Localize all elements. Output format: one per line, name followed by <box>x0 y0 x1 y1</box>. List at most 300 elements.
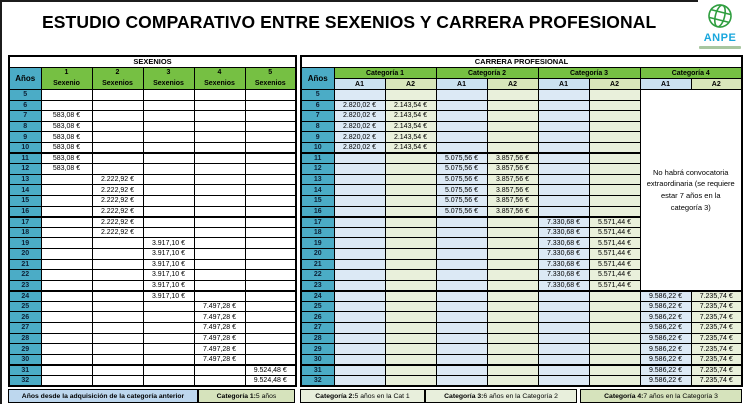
value-cell <box>92 291 143 302</box>
sexenios-row-10 <box>9 142 296 153</box>
value-cell <box>487 111 538 122</box>
value-cell <box>334 90 385 101</box>
value-cell <box>194 280 245 291</box>
year-cell: 21 <box>301 259 334 270</box>
value-cell <box>487 312 538 323</box>
value-cell: 3.857,56 € <box>487 206 538 217</box>
value-cell <box>334 185 385 196</box>
cat4-note-cell: No habrá convocatoria extraordinaria (se requiere estar 7 años en la categoría 3) <box>640 90 742 291</box>
value-cell <box>245 153 296 164</box>
value-cell <box>385 164 436 175</box>
value-cell: 2.222,92 € <box>92 206 143 217</box>
value-cell: 7.235,74 € <box>691 376 742 387</box>
year-cell: 31 <box>9 365 41 376</box>
value-cell <box>436 280 487 291</box>
value-cell <box>245 217 296 228</box>
value-cell <box>436 121 487 132</box>
year-cell: 7 <box>9 111 41 122</box>
year-cell: 31 <box>301 365 334 376</box>
value-cell <box>92 344 143 355</box>
value-cell <box>385 248 436 259</box>
value-cell: 9.586,22 € <box>640 301 691 312</box>
value-cell: 7.330,68 € <box>538 238 589 249</box>
value-cell <box>194 121 245 132</box>
value-cell <box>92 323 143 334</box>
value-cell <box>41 248 92 259</box>
value-cell <box>194 365 245 376</box>
value-cell: 2.820,02 € <box>334 111 385 122</box>
value-cell: 3.917,10 € <box>143 238 194 249</box>
sexenios-row-14 <box>9 185 296 196</box>
value-cell: 7.330,68 € <box>538 227 589 238</box>
sexenios-row-12 <box>9 164 296 175</box>
year-cell: 28 <box>301 333 334 344</box>
value-cell <box>334 354 385 365</box>
carrera-row-5 <box>301 90 742 101</box>
value-cell <box>92 132 143 143</box>
year-cell: 17 <box>301 217 334 228</box>
value-cell: 5.075,56 € <box>436 153 487 164</box>
value-cell <box>385 227 436 238</box>
value-cell <box>385 333 436 344</box>
year-cell: 11 <box>301 153 334 164</box>
value-cell <box>245 142 296 153</box>
sexenios-row-7 <box>9 111 296 122</box>
value-cell <box>143 312 194 323</box>
value-cell <box>143 217 194 228</box>
value-cell <box>334 206 385 217</box>
year-cell: 16 <box>9 206 41 217</box>
value-cell <box>143 344 194 355</box>
anpe-logo <box>695 3 745 49</box>
value-cell: 583,08 € <box>41 153 92 164</box>
value-cell <box>92 365 143 376</box>
value-cell <box>194 90 245 101</box>
value-cell <box>385 259 436 270</box>
sexenio-col-header-2: 2 Sexenios <box>92 68 143 90</box>
value-cell <box>538 291 589 302</box>
value-cell <box>436 111 487 122</box>
value-cell: 7.497,28 € <box>194 333 245 344</box>
value-cell <box>538 164 589 175</box>
value-cell: 5.075,56 € <box>436 174 487 185</box>
value-cell <box>589 291 640 302</box>
year-cell: 27 <box>301 323 334 334</box>
value-cell <box>92 164 143 175</box>
value-cell: 583,08 € <box>41 111 92 122</box>
value-cell <box>245 344 296 355</box>
value-cell <box>194 291 245 302</box>
value-cell: 9.524,48 € <box>245 365 296 376</box>
value-cell <box>589 174 640 185</box>
sexenios-row-5 <box>9 90 296 101</box>
sexenios-table <box>8 55 297 387</box>
value-cell <box>41 323 92 334</box>
legend-categoria-1-rest: 5 años <box>255 392 277 400</box>
value-cell: 7.235,74 € <box>691 333 742 344</box>
value-cell <box>487 365 538 376</box>
value-cell <box>436 100 487 111</box>
value-cell <box>334 280 385 291</box>
value-cell: 5.075,56 € <box>436 206 487 217</box>
year-cell: 7 <box>301 111 334 122</box>
value-cell: 2.820,02 € <box>334 100 385 111</box>
value-cell <box>41 206 92 217</box>
value-cell <box>41 365 92 376</box>
value-cell: 9.586,22 € <box>640 312 691 323</box>
value-cell <box>143 164 194 175</box>
value-cell <box>92 238 143 249</box>
sexenios-row-13 <box>9 174 296 185</box>
value-cell: 7.235,74 € <box>691 344 742 355</box>
value-cell <box>41 301 92 312</box>
value-cell <box>92 280 143 291</box>
value-cell <box>194 164 245 175</box>
value-cell <box>41 333 92 344</box>
value-cell <box>143 301 194 312</box>
value-cell <box>334 344 385 355</box>
value-cell <box>245 248 296 259</box>
value-cell <box>194 259 245 270</box>
sexenios-row-21 <box>9 259 296 270</box>
value-cell <box>194 376 245 387</box>
value-cell <box>334 376 385 387</box>
value-cell <box>436 312 487 323</box>
value-cell <box>245 291 296 302</box>
value-cell <box>245 111 296 122</box>
value-cell <box>487 142 538 153</box>
value-cell <box>143 323 194 334</box>
value-cell <box>589 195 640 206</box>
value-cell <box>436 90 487 101</box>
value-cell <box>334 270 385 281</box>
value-cell <box>41 185 92 196</box>
value-cell <box>143 121 194 132</box>
value-cell <box>589 365 640 376</box>
value-cell <box>245 238 296 249</box>
comparison-tables <box>8 55 743 387</box>
subcol-a2-header: A2 <box>691 79 742 90</box>
year-cell: 13 <box>301 174 334 185</box>
carrera-row-30 <box>301 354 742 365</box>
value-cell <box>589 153 640 164</box>
value-cell <box>245 270 296 281</box>
value-cell: 7.497,28 € <box>194 312 245 323</box>
value-cell: 3.917,10 € <box>143 280 194 291</box>
value-cell <box>487 217 538 228</box>
value-cell <box>245 195 296 206</box>
value-cell <box>487 90 538 101</box>
year-cell: 14 <box>301 185 334 196</box>
sexenios-band-header: SEXENIOS <box>9 56 296 68</box>
value-cell: 2.143,54 € <box>385 121 436 132</box>
subcol-a2-header: A2 <box>589 79 640 90</box>
sexenios-row-19 <box>9 238 296 249</box>
value-cell <box>589 344 640 355</box>
sexenios-row-29 <box>9 344 296 355</box>
anpe-logo-tagline <box>699 46 741 49</box>
value-cell <box>334 365 385 376</box>
value-cell <box>334 323 385 334</box>
year-cell: 24 <box>9 291 41 302</box>
value-cell <box>245 90 296 101</box>
value-cell: 2.143,54 € <box>385 132 436 143</box>
value-cell <box>194 153 245 164</box>
value-cell <box>487 280 538 291</box>
value-cell: 3.857,56 € <box>487 153 538 164</box>
value-cell <box>245 301 296 312</box>
value-cell <box>589 142 640 153</box>
value-cell <box>436 217 487 228</box>
value-cell <box>487 376 538 387</box>
value-cell <box>143 333 194 344</box>
value-cell <box>538 185 589 196</box>
value-cell <box>385 291 436 302</box>
value-cell: 5.571,44 € <box>589 217 640 228</box>
sexenios-row-27 <box>9 323 296 334</box>
value-cell <box>41 227 92 238</box>
value-cell <box>334 153 385 164</box>
value-cell <box>538 312 589 323</box>
value-cell <box>194 238 245 249</box>
year-cell: 26 <box>301 312 334 323</box>
year-cell: 18 <box>9 227 41 238</box>
value-cell <box>334 312 385 323</box>
value-cell: 7.330,68 € <box>538 259 589 270</box>
value-cell <box>334 238 385 249</box>
value-cell <box>538 376 589 387</box>
legend-note-label: Años desde la adquisición de la categoría anterior <box>21 392 185 400</box>
value-cell <box>538 301 589 312</box>
value-cell <box>334 164 385 175</box>
value-cell <box>194 142 245 153</box>
legend-categoria-4 <box>580 389 742 403</box>
value-cell: 9.586,22 € <box>640 376 691 387</box>
value-cell <box>436 238 487 249</box>
value-cell <box>41 376 92 387</box>
subcol-a1-header: A1 <box>640 79 691 90</box>
value-cell: 5.571,44 € <box>589 259 640 270</box>
sexenio-col-header-4: 4 Sexenios <box>194 68 245 90</box>
legend-categoria-3 <box>425 389 577 403</box>
value-cell <box>487 100 538 111</box>
value-cell <box>41 259 92 270</box>
sexenios-row-22 <box>9 270 296 281</box>
value-cell: 5.571,44 € <box>589 248 640 259</box>
value-cell <box>589 90 640 101</box>
year-cell: 26 <box>9 312 41 323</box>
value-cell: 5.075,56 € <box>436 185 487 196</box>
value-cell <box>41 217 92 228</box>
value-cell: 2.143,54 € <box>385 111 436 122</box>
year-cell: 32 <box>301 376 334 387</box>
year-cell: 10 <box>9 142 41 153</box>
value-cell <box>487 227 538 238</box>
sexenios-row-18 <box>9 227 296 238</box>
anos-column-header: Años <box>301 68 334 90</box>
value-cell <box>41 280 92 291</box>
value-cell: 3.917,10 € <box>143 291 194 302</box>
value-cell <box>385 280 436 291</box>
year-cell: 25 <box>9 301 41 312</box>
value-cell: 7.330,68 € <box>538 248 589 259</box>
value-cell <box>92 90 143 101</box>
year-cell: 15 <box>9 195 41 206</box>
value-cell <box>385 344 436 355</box>
value-cell: 2.820,02 € <box>334 121 385 132</box>
value-cell <box>385 153 436 164</box>
value-cell <box>538 333 589 344</box>
value-cell: 7.330,68 € <box>538 270 589 281</box>
value-cell: 2.222,92 € <box>92 195 143 206</box>
value-cell <box>436 259 487 270</box>
value-cell <box>41 100 92 111</box>
value-cell <box>589 121 640 132</box>
sexenio-col-header-5: 5 Sexenios <box>245 68 296 90</box>
year-cell: 5 <box>301 90 334 101</box>
value-cell <box>245 259 296 270</box>
legend-categoria-3-rest: 6 años en la Categoría 2 <box>483 392 558 400</box>
year-cell: 30 <box>301 354 334 365</box>
value-cell <box>41 270 92 281</box>
value-cell <box>436 227 487 238</box>
value-cell <box>41 174 92 185</box>
year-cell: 20 <box>301 248 334 259</box>
value-cell <box>41 344 92 355</box>
value-cell <box>334 259 385 270</box>
value-cell: 5.075,56 € <box>436 195 487 206</box>
year-cell: 27 <box>9 323 41 334</box>
value-cell <box>194 111 245 122</box>
value-cell <box>385 301 436 312</box>
sexenio-col-header-1: 1 Sexenio <box>41 68 92 90</box>
value-cell: 9.586,22 € <box>640 344 691 355</box>
value-cell <box>436 142 487 153</box>
value-cell <box>143 206 194 217</box>
value-cell <box>92 248 143 259</box>
carrera-row-26 <box>301 312 742 323</box>
value-cell <box>487 323 538 334</box>
sexenios-row-31 <box>9 365 296 376</box>
sexenios-row-30 <box>9 354 296 365</box>
value-cell <box>385 365 436 376</box>
legend-categoria-1-bold: Categoría 1: <box>216 392 256 400</box>
year-cell: 12 <box>301 164 334 175</box>
sexenios-row-8 <box>9 121 296 132</box>
subcol-a1-header: A1 <box>538 79 589 90</box>
value-cell <box>41 354 92 365</box>
sexenio-col-header-3: 3 Sexenios <box>143 68 194 90</box>
value-cell <box>385 270 436 281</box>
carrera-row-25 <box>301 301 742 312</box>
year-cell: 9 <box>9 132 41 143</box>
value-cell <box>92 121 143 132</box>
value-cell <box>92 111 143 122</box>
year-cell: 13 <box>9 174 41 185</box>
value-cell: 7.330,68 € <box>538 280 589 291</box>
value-cell <box>589 301 640 312</box>
carrera-band-header: CARRERA PROFESIONAL <box>301 56 742 68</box>
value-cell <box>487 270 538 281</box>
value-cell <box>436 291 487 302</box>
value-cell <box>245 323 296 334</box>
value-cell <box>92 354 143 365</box>
year-cell: 23 <box>301 280 334 291</box>
value-cell <box>143 376 194 387</box>
legend-categoria-1 <box>198 389 295 403</box>
value-cell: 583,08 € <box>41 132 92 143</box>
value-cell <box>538 195 589 206</box>
value-cell: 9.586,22 € <box>640 333 691 344</box>
value-cell <box>41 291 92 302</box>
value-cell <box>436 365 487 376</box>
value-cell <box>194 195 245 206</box>
value-cell <box>436 270 487 281</box>
value-cell <box>143 90 194 101</box>
value-cell <box>143 132 194 143</box>
value-cell <box>436 132 487 143</box>
value-cell <box>334 291 385 302</box>
sexenios-row-9 <box>9 132 296 143</box>
value-cell <box>589 206 640 217</box>
sexenios-row-24 <box>9 291 296 302</box>
value-cell <box>436 301 487 312</box>
value-cell <box>487 301 538 312</box>
value-cell <box>487 121 538 132</box>
year-cell: 28 <box>9 333 41 344</box>
year-cell: 25 <box>301 301 334 312</box>
carrera-profesional-table <box>300 55 743 387</box>
value-cell <box>41 195 92 206</box>
value-cell <box>538 153 589 164</box>
value-cell <box>334 333 385 344</box>
value-cell <box>487 238 538 249</box>
value-cell: 7.235,74 € <box>691 312 742 323</box>
value-cell <box>194 174 245 185</box>
value-cell <box>92 301 143 312</box>
value-cell <box>436 323 487 334</box>
value-cell <box>334 227 385 238</box>
screenshot-top-edge <box>0 0 698 2</box>
year-cell: 17 <box>9 217 41 228</box>
value-cell: 3.917,10 € <box>143 259 194 270</box>
value-cell: 3.917,10 € <box>143 270 194 281</box>
value-cell <box>385 174 436 185</box>
page-title: ESTUDIO COMPARATIVO ENTRE SEXENIOS Y CARRERA PROFESIONAL <box>42 12 657 32</box>
value-cell <box>92 153 143 164</box>
value-cell <box>194 206 245 217</box>
categoria-header-2: Categoría 2 <box>436 68 538 79</box>
value-cell: 7.497,28 € <box>194 354 245 365</box>
year-cell: 6 <box>301 100 334 111</box>
value-cell <box>589 354 640 365</box>
legend-categoria-2-bold: Categoría 2: <box>315 392 355 400</box>
year-cell: 5 <box>9 90 41 101</box>
year-cell: 19 <box>9 238 41 249</box>
value-cell <box>92 270 143 281</box>
value-cell <box>143 111 194 122</box>
value-cell <box>245 121 296 132</box>
value-cell <box>589 100 640 111</box>
year-cell: 15 <box>301 195 334 206</box>
year-cell: 21 <box>9 259 41 270</box>
value-cell <box>436 248 487 259</box>
value-cell <box>385 90 436 101</box>
year-cell: 22 <box>9 270 41 281</box>
year-cell: 19 <box>301 238 334 249</box>
value-cell <box>334 301 385 312</box>
value-cell <box>334 174 385 185</box>
